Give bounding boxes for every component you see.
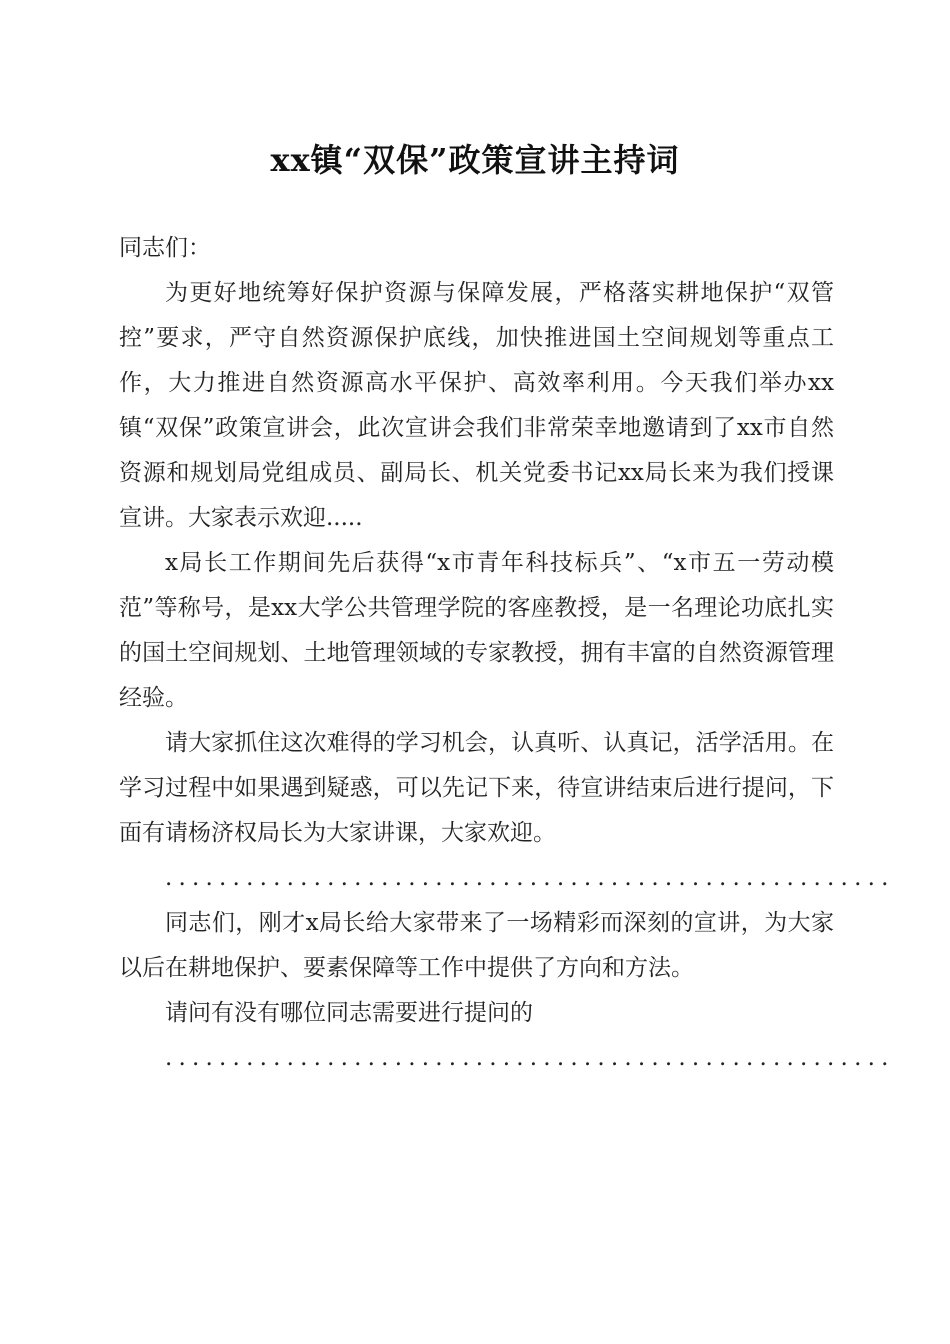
paragraph-questions: 请问有没有哪位同志需要进行提问的 [165,1000,533,1026]
salutation: 同志们： [119,235,211,261]
ellipsis-break-1: ...................................................... [165,865,895,891]
paragraph-invitation: 请大家抓住这次难得的学习机会，认真听、认真记，活学活用。在学习过程中如果遇到疑惑，可以先记下来，待宣讲结束后进行提问，下面有请杨济权局长为大家讲课，大家欢迎。 [119,730,834,846]
ellipsis-break-2: ...................................................... [165,1045,895,1071]
paragraph-intro: 为更好地统筹好保护资源与保障发展，严格落实耕地保护“双管控”要求，严守自然资源保护底线，加快推进国土空间规划等重点工作，大力推进自然资源高水平保护、高效率利用。今天我们举办xx镇“双保”政策宣讲会，此次宣讲会我们非常荣幸地邀请到了xx市自然资源和规划局党组成员、副局长、机关党委书记xx局长来为我们授课宣讲。大家表示欢迎..... [119,280,834,531]
document-title: xx镇“双保”政策宣讲主持词 [270,141,680,179]
document-body [119,226,895,1081]
paragraph-speaker-bio: x局长工作期间先后获得“x市青年科技标兵”、“x市五一劳动模范”等称号，是xx大学公共管理学院的客座教授，是一名理论功底扎实的国土空间规划、土地管理领域的专家教授，拥有丰富的自然资源管理经验。 [119,550,834,711]
paragraph-closing: 同志们，刚才x局长给大家带来了一场精彩而深刻的宣讲，为大家以后在耕地保护、要素保障等工作中提供了方向和方法。 [119,910,834,981]
